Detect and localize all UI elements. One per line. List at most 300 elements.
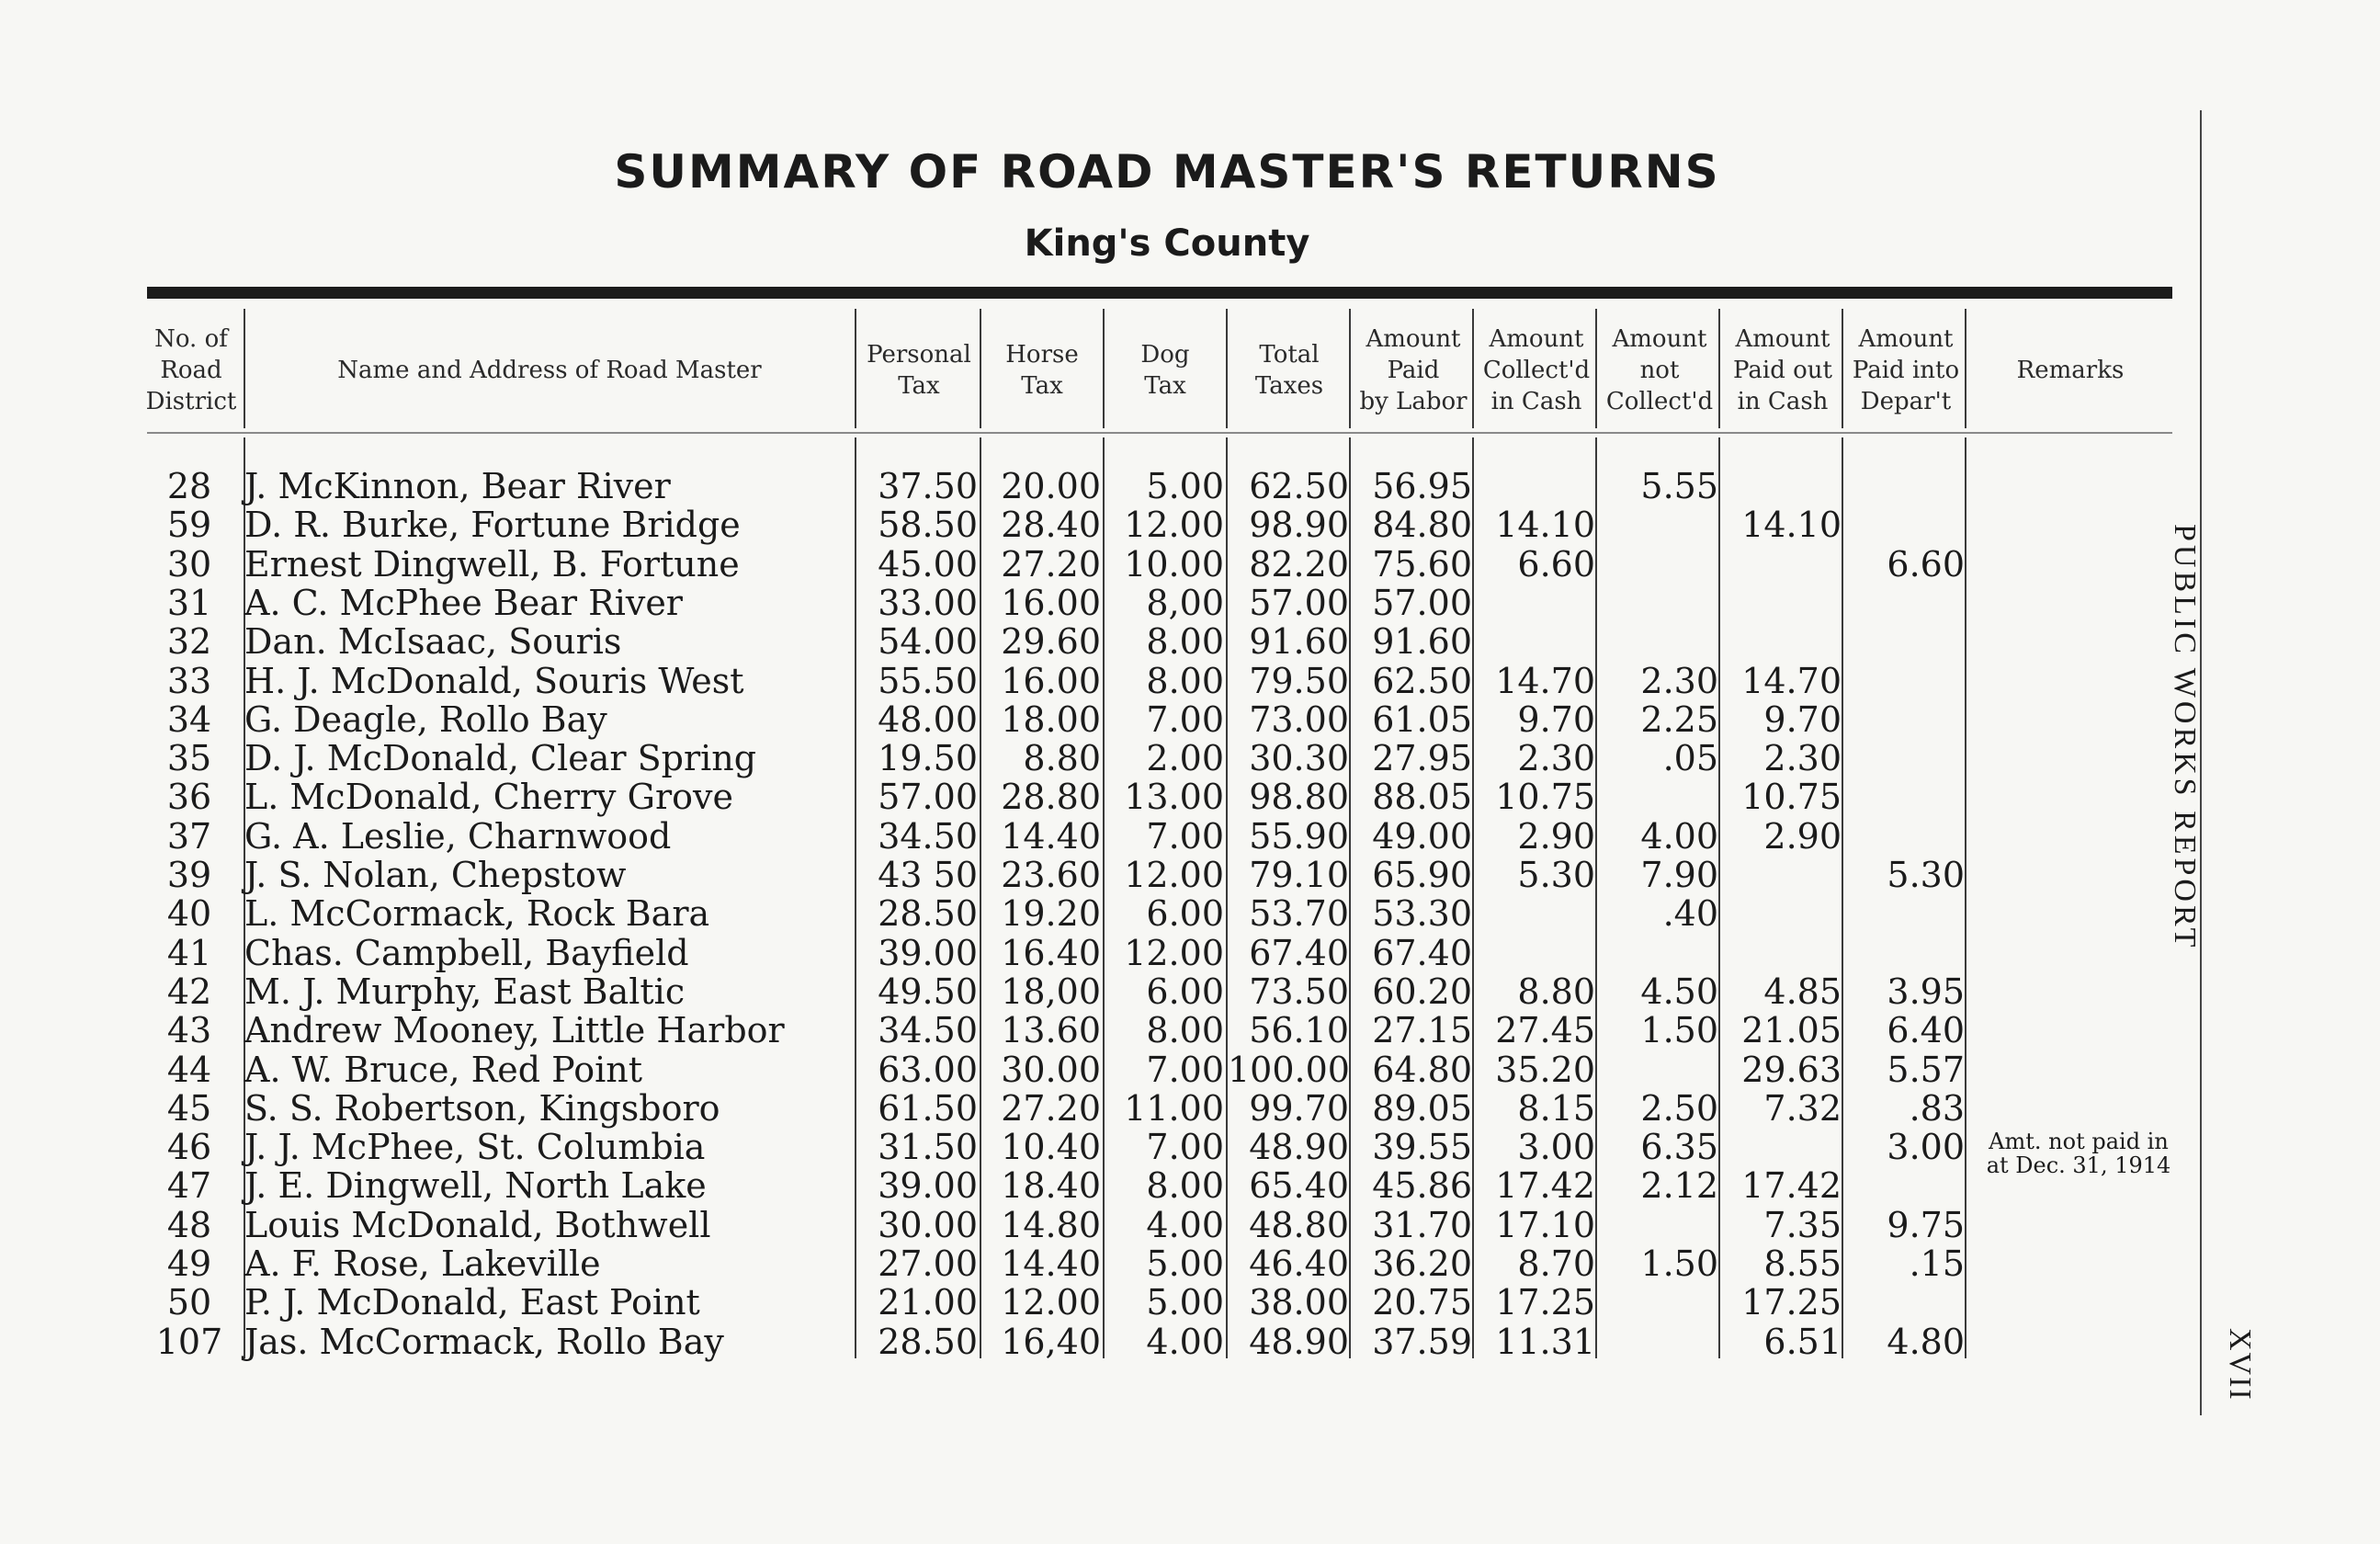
table-row: [0, 467, 2205, 505]
cell-dog: 13.00: [1124, 777, 1224, 818]
cell-no: 44: [166, 1049, 212, 1090]
cell-labor: 67.40: [1372, 932, 1472, 973]
cell-name: M. J. Murphy, East Baltic: [244, 971, 686, 1012]
cell-collected: [1476, 467, 1595, 505]
cell-labor: 36.20: [1372, 1243, 1472, 1284]
cell-horse: 27.20: [1001, 543, 1101, 585]
table-row: [0, 1089, 2205, 1128]
cell-paid-into: [1845, 662, 1965, 700]
cell-dog: 12.00: [1124, 505, 1224, 546]
cell-personal: 61.50: [878, 1087, 978, 1129]
cell-collected: 11.31: [1495, 1321, 1595, 1362]
cell-name: G. Deagle, Rollo Bay: [244, 698, 607, 740]
cell-total: 100.00: [1228, 1049, 1350, 1090]
table-row: [0, 1244, 2205, 1283]
cell-no: 50: [166, 1282, 212, 1323]
cell-not-collected: [1599, 622, 1718, 661]
cell-horse: 30.00: [1001, 1049, 1101, 1090]
cell-not-collected: [1599, 934, 1718, 972]
cell-horse: 16.00: [1001, 660, 1101, 701]
table-row: [0, 1323, 2205, 1361]
cell-labor: 27.15: [1372, 1010, 1472, 1051]
cell-dog: 4.00: [1146, 1204, 1224, 1245]
cell-no: 30: [166, 543, 212, 585]
cell-paid-into: [1845, 584, 1965, 622]
cell-horse: 16,40: [1001, 1321, 1101, 1362]
cell-paid-out: [1722, 622, 1842, 661]
page-title: SUMMARY OF ROAD MASTER'S RETURNS: [614, 145, 1720, 199]
column-header: Dog Tax: [1140, 341, 1190, 400]
cell-not-collected: [1599, 584, 1718, 622]
cell-paid-out: [1722, 856, 1842, 894]
cell-no: 35: [166, 738, 212, 779]
cell-personal: 28.50: [878, 1321, 978, 1362]
cell-paid-out: [1722, 934, 1842, 972]
cell-total: 48.90: [1249, 1321, 1349, 1362]
cell-dog: 7.00: [1146, 815, 1224, 857]
cell-dog: 8.00: [1146, 621, 1224, 663]
cell-paid-into: [1845, 778, 1965, 816]
cell-paid-out: 9.70: [1763, 698, 1842, 740]
cell-personal: 19.50: [878, 738, 978, 779]
cell-horse: 23.60: [1001, 855, 1101, 895]
table-row: [0, 934, 2205, 972]
page-subtitle: King's County: [1024, 222, 1310, 265]
cell-name: P. J. McDonald, East Point: [244, 1282, 700, 1323]
cell-paid-out: 7.35: [1763, 1204, 1842, 1245]
cell-personal: 63.00: [878, 1049, 978, 1090]
column-header: Name and Address of Road Master: [337, 357, 762, 384]
cell-personal: 21.00: [878, 1282, 978, 1323]
column-rule: [1349, 309, 1351, 428]
cell-no: 59: [166, 505, 212, 546]
cell-paid-into: [1845, 1283, 1965, 1322]
cell-total: 56.10: [1249, 1010, 1349, 1051]
cell-dog: 5.00: [1146, 1282, 1224, 1323]
table-row: [0, 856, 2205, 894]
cell-personal: 45.00: [878, 543, 978, 585]
cell-dog: 8,00: [1146, 582, 1224, 623]
cell-labor: 91.60: [1372, 621, 1472, 663]
cell-collected: 2.30: [1517, 738, 1595, 779]
cell-paid-out: 10.75: [1741, 777, 1842, 818]
column-header: Amount not Collect'd: [1605, 325, 1714, 415]
table-row: [0, 545, 2205, 584]
cell-not-collected: 4.50: [1640, 971, 1718, 1012]
column-rule: [1965, 309, 1966, 428]
column-header: Remarks: [2016, 357, 2125, 384]
cell-paid-out: 17.42: [1741, 1165, 1842, 1207]
column-header: Amount Collect'd in Cash: [1482, 325, 1591, 415]
remarks-note: Amt. not paid in at Dec. 31, 1914: [1986, 1129, 2171, 1178]
cell-paid-out: 6.51: [1763, 1321, 1842, 1362]
cell-not-collected: 2.50: [1640, 1087, 1718, 1129]
cell-labor: 89.05: [1372, 1087, 1472, 1129]
column-rule: [980, 309, 981, 428]
cell-horse: 14.40: [1001, 1243, 1101, 1284]
cell-labor: 64.80: [1372, 1049, 1472, 1090]
cell-labor: 60.20: [1372, 971, 1472, 1012]
cell-labor: 31.70: [1372, 1204, 1472, 1245]
cell-name: A. F. Rose, Lakeville: [244, 1243, 601, 1284]
cell-labor: 37.59: [1372, 1321, 1472, 1362]
cell-labor: 53.30: [1372, 893, 1472, 935]
table-row: [0, 1050, 2205, 1089]
cell-total: 48.80: [1249, 1204, 1349, 1245]
cell-no: 32: [166, 621, 212, 663]
column-rule: [1842, 309, 1843, 428]
cell-horse: 29.60: [1001, 621, 1101, 663]
table-row: [0, 622, 2205, 661]
cell-not-collected: [1599, 778, 1718, 816]
cell-paid-out: 4.85: [1763, 971, 1842, 1012]
cell-paid-out: [1722, 545, 1842, 584]
cell-no: 48: [166, 1204, 212, 1245]
cell-personal: 28.50: [878, 893, 978, 935]
table-row: [0, 894, 2205, 933]
cell-labor: 49.00: [1372, 815, 1472, 857]
cell-not-collected: 2.30: [1640, 660, 1718, 701]
cell-horse: 28.80: [1001, 777, 1101, 818]
cell-labor: 57.00: [1372, 582, 1472, 623]
cell-not-collected: .40: [1662, 893, 1718, 935]
heavy-rule: [147, 287, 2172, 299]
cell-collected: 8.70: [1517, 1243, 1595, 1284]
cell-paid-into: [1845, 505, 1965, 544]
cell-paid-into: 3.95: [1887, 971, 1965, 1012]
cell-total: 73.00: [1249, 698, 1349, 740]
table-row: [0, 584, 2205, 622]
cell-not-collected: 6.35: [1640, 1127, 1718, 1168]
table-row: [0, 700, 2205, 739]
cell-horse: 12.00: [1001, 1282, 1101, 1323]
cell-horse: 16.00: [1001, 582, 1101, 623]
cell-name: Jas. McCormack, Rollo Bay: [244, 1321, 724, 1362]
cell-name: L. McCormack, Rock Bara: [244, 893, 710, 935]
cell-labor: 20.75: [1372, 1282, 1472, 1323]
cell-not-collected: 1.50: [1640, 1243, 1718, 1284]
cell-collected: [1476, 934, 1595, 972]
side-running-head: PUBLIC WORKS REPORT: [2168, 524, 2202, 951]
cell-collected: 2.90: [1517, 815, 1595, 857]
cell-paid-out: 17.25: [1741, 1282, 1842, 1323]
cell-horse: 18,00: [1001, 971, 1101, 1012]
cell-paid-into: [1845, 894, 1965, 933]
cell-horse: 20.00: [1001, 466, 1101, 506]
cell-labor: 61.05: [1372, 698, 1472, 740]
cell-horse: 28.40: [1001, 505, 1101, 546]
cell-total: 53.70: [1249, 893, 1349, 935]
cell-paid-into: [1845, 1166, 1965, 1205]
cell-collected: 27.45: [1495, 1010, 1595, 1051]
cell-not-collected: 2.25: [1640, 698, 1718, 740]
cell-collected: [1476, 622, 1595, 661]
cell-collected: 14.10: [1495, 505, 1595, 546]
cell-no: 46: [166, 1127, 212, 1168]
cell-name: A. C. McPhee Bear River: [244, 582, 683, 623]
cell-paid-into: [1845, 739, 1965, 778]
table-row: [0, 739, 2205, 778]
table-row: [0, 1128, 2205, 1166]
table-row: [0, 1283, 2205, 1322]
cell-personal: 43 50: [878, 855, 978, 895]
page-number: XVII: [2223, 1328, 2257, 1402]
cell-name: D. J. McDonald, Clear Spring: [244, 738, 757, 779]
cell-paid-into: 3.00: [1887, 1127, 1965, 1168]
cell-paid-into: 6.40: [1887, 1010, 1965, 1051]
cell-personal: 57.00: [878, 777, 978, 818]
cell-no: 39: [166, 855, 212, 895]
cell-no: 107: [155, 1321, 223, 1362]
table-row: [0, 505, 2205, 544]
cell-dog: 4.00: [1146, 1321, 1224, 1362]
cell-not-collected: [1599, 1283, 1718, 1322]
cell-paid-out: 2.30: [1763, 738, 1842, 779]
cell-name: Louis McDonald, Bothwell: [244, 1204, 711, 1245]
cell-paid-into: 4.80: [1887, 1321, 1965, 1362]
column-header: No. of Road District: [145, 325, 237, 415]
cell-name: Dan. McIsaac, Souris: [244, 621, 622, 663]
cell-total: 79.10: [1249, 855, 1349, 895]
cell-name: A. W. Bruce, Red Point: [244, 1049, 642, 1090]
cell-personal: 31.50: [878, 1127, 978, 1168]
cell-no: 42: [166, 971, 212, 1012]
cell-personal: 48.00: [878, 698, 978, 740]
cell-collected: 14.70: [1495, 660, 1595, 701]
cell-labor: 62.50: [1372, 660, 1472, 701]
cell-total: 65.40: [1249, 1165, 1349, 1207]
table-row: [0, 972, 2205, 1011]
cell-paid-into: .15: [1909, 1243, 1965, 1284]
cell-not-collected: .05: [1662, 738, 1718, 779]
cell-paid-into: [1845, 622, 1965, 661]
cell-horse: 27.20: [1001, 1087, 1101, 1129]
cell-paid-into: [1845, 817, 1965, 856]
cell-name: J. E. Dingwell, North Lake: [244, 1165, 707, 1207]
cell-paid-out: [1722, 467, 1842, 505]
cell-collected: 3.00: [1517, 1127, 1595, 1168]
table-row: [0, 1011, 2205, 1050]
cell-dog: 7.00: [1146, 1127, 1224, 1168]
cell-paid-out: 29.63: [1741, 1049, 1842, 1090]
cell-personal: 54.00: [878, 621, 978, 663]
cell-not-collected: 7.90: [1640, 855, 1718, 895]
cell-dog: 12.00: [1124, 932, 1224, 973]
cell-dog: 12.00: [1124, 855, 1224, 895]
cell-personal: 37.50: [878, 466, 978, 506]
cell-labor: 84.80: [1372, 505, 1472, 546]
cell-collected: 8.80: [1517, 971, 1595, 1012]
column-header: Amount Paid into Depar't: [1852, 325, 1960, 415]
column-rule: [1718, 309, 1720, 428]
cell-labor: 27.95: [1372, 738, 1472, 779]
cell-dog: 5.00: [1146, 1243, 1224, 1284]
column-header: Personal Tax: [867, 341, 971, 400]
cell-dog: 8.00: [1146, 660, 1224, 701]
cell-paid-into: 9.75: [1887, 1204, 1965, 1245]
cell-name: G. A. Leslie, Charnwood: [244, 815, 672, 857]
cell-no: 47: [166, 1165, 212, 1207]
cell-no: 43: [166, 1010, 212, 1051]
table-row: [0, 1166, 2205, 1205]
column-rule: [855, 309, 856, 428]
cell-labor: 65.90: [1372, 855, 1472, 895]
cell-not-collected: [1599, 545, 1718, 584]
cell-personal: 39.00: [878, 1165, 978, 1207]
cell-dog: 5.00: [1146, 466, 1224, 506]
cell-personal: 55.50: [878, 660, 978, 701]
cell-horse: 18.40: [1001, 1165, 1101, 1207]
cell-name: Chas. Campbell, Bayfield: [244, 932, 689, 973]
cell-dog: 11.00: [1124, 1087, 1224, 1129]
column-rule: [1226, 309, 1228, 428]
cell-personal: 30.00: [878, 1204, 978, 1245]
cell-paid-out: [1722, 894, 1842, 933]
table-row: [0, 817, 2205, 856]
cell-paid-into: 6.60: [1887, 543, 1965, 585]
cell-personal: 58.50: [878, 505, 978, 546]
cell-horse: 16.40: [1001, 932, 1101, 973]
cell-total: 30.30: [1249, 738, 1349, 779]
cell-paid-into: 5.30: [1887, 855, 1965, 895]
cell-name: Andrew Mooney, Little Harbor: [244, 1010, 785, 1051]
column-header: Amount Paid out in Cash: [1733, 325, 1832, 415]
cell-not-collected: [1599, 505, 1718, 544]
cell-no: 37: [166, 815, 212, 857]
cell-horse: 14.40: [1001, 815, 1101, 857]
cell-total: 67.40: [1249, 932, 1349, 973]
cell-collected: 9.70: [1517, 698, 1595, 740]
cell-dog: 10.00: [1124, 543, 1224, 585]
cell-total: 38.00: [1249, 1282, 1349, 1323]
cell-collected: [1476, 894, 1595, 933]
cell-collected: [1476, 584, 1595, 622]
cell-name: Ernest Dingwell, B. Fortune: [244, 543, 740, 585]
cell-horse: 13.60: [1001, 1010, 1101, 1051]
cell-paid-out: 8.55: [1763, 1243, 1842, 1284]
cell-paid-out: 2.90: [1763, 815, 1842, 857]
cell-not-collected: 4.00: [1640, 815, 1718, 857]
cell-horse: 19.20: [1001, 893, 1101, 935]
cell-name: H. J. McDonald, Souris West: [244, 660, 744, 701]
cell-labor: 75.60: [1372, 543, 1472, 585]
table-row: [0, 778, 2205, 816]
cell-collected: 17.10: [1495, 1204, 1595, 1245]
cell-name: J. McKinnon, Bear River: [244, 466, 671, 506]
cell-total: 57.00: [1249, 582, 1349, 623]
cell-paid-into: .83: [1909, 1087, 1965, 1129]
cell-dog: 8.00: [1146, 1165, 1224, 1207]
cell-personal: 39.00: [878, 932, 978, 973]
cell-horse: 8.80: [1023, 738, 1101, 779]
cell-no: 40: [166, 893, 212, 935]
cell-not-collected: [1599, 1206, 1718, 1244]
cell-personal: 49.50: [878, 971, 978, 1012]
cell-no: 49: [166, 1243, 212, 1284]
cell-collected: 5.30: [1517, 855, 1595, 895]
cell-labor: 56.95: [1372, 466, 1472, 506]
cell-dog: 7.00: [1146, 1049, 1224, 1090]
cell-total: 73.50: [1249, 971, 1349, 1012]
cell-not-collected: [1599, 1050, 1718, 1089]
column-rule: [1472, 309, 1474, 428]
cell-paid-out: 14.70: [1741, 660, 1842, 701]
cell-not-collected: 1.50: [1640, 1010, 1718, 1051]
cell-no: 28: [166, 466, 212, 506]
cell-total: 82.20: [1249, 543, 1349, 585]
column-header: Horse Tax: [1005, 341, 1079, 400]
cell-dog: 6.00: [1146, 893, 1224, 935]
header-rule: [147, 432, 2172, 434]
cell-dog: 2.00: [1146, 738, 1224, 779]
cell-collected: 8.15: [1517, 1087, 1595, 1129]
cell-horse: 10.40: [1001, 1127, 1101, 1168]
column-header: Amount Paid by Labor: [1359, 325, 1468, 415]
cell-no: 36: [166, 777, 212, 818]
cell-personal: 34.50: [878, 815, 978, 857]
cell-no: 31: [166, 582, 212, 623]
cell-paid-into: [1845, 700, 1965, 739]
cell-personal: 33.00: [878, 582, 978, 623]
column-header: Total Taxes: [1254, 341, 1324, 400]
cell-collected: 17.25: [1495, 1282, 1595, 1323]
cell-paid-into: 5.57: [1887, 1049, 1965, 1090]
cell-name: D. R. Burke, Fortune Bridge: [244, 505, 741, 546]
cell-labor: 39.55: [1372, 1127, 1472, 1168]
cell-paid-out: [1722, 1128, 1842, 1166]
cell-total: 91.60: [1249, 621, 1349, 663]
cell-total: 48.90: [1249, 1127, 1349, 1168]
cell-collected: 35.20: [1495, 1049, 1595, 1090]
cell-total: 98.80: [1249, 777, 1349, 818]
cell-name: J. S. Nolan, Chepstow: [244, 855, 627, 895]
cell-not-collected: 2.12: [1640, 1165, 1718, 1207]
cell-dog: 6.00: [1146, 971, 1224, 1012]
cell-horse: 18.00: [1001, 698, 1101, 740]
cell-dog: 7.00: [1146, 698, 1224, 740]
cell-paid-into: [1845, 467, 1965, 505]
cell-paid-out: 21.05: [1741, 1010, 1842, 1051]
cell-total: 99.70: [1249, 1087, 1349, 1129]
cell-personal: 27.00: [878, 1243, 978, 1284]
cell-name: J. J. McPhee, St. Columbia: [244, 1127, 706, 1168]
cell-name: L. McDonald, Cherry Grove: [244, 777, 733, 818]
cell-collected: 10.75: [1495, 777, 1595, 818]
cell-personal: 34.50: [878, 1010, 978, 1051]
cell-paid-out: 7.32: [1763, 1087, 1842, 1129]
cell-total: 62.50: [1249, 466, 1349, 506]
table-row: [0, 1206, 2205, 1244]
column-rule: [1103, 309, 1105, 428]
cell-no: 41: [166, 932, 212, 973]
cell-paid-out: [1722, 584, 1842, 622]
column-rule: [1595, 309, 1597, 428]
cell-labor: 88.05: [1372, 777, 1472, 818]
column-rule: [244, 309, 245, 428]
cell-total: 98.90: [1249, 505, 1349, 546]
cell-not-collected: 5.55: [1640, 466, 1718, 506]
cell-name: S. S. Robertson, Kingsboro: [244, 1087, 720, 1129]
cell-no: 33: [166, 660, 212, 701]
cell-horse: 14.80: [1001, 1204, 1101, 1245]
cell-dog: 8.00: [1146, 1010, 1224, 1051]
cell-no: 34: [166, 698, 212, 740]
cell-collected: 17.42: [1495, 1165, 1595, 1207]
cell-total: 46.40: [1249, 1243, 1349, 1284]
cell-not-collected: [1599, 1323, 1718, 1361]
cell-total: 55.90: [1249, 815, 1349, 857]
cell-total: 79.50: [1249, 660, 1349, 701]
